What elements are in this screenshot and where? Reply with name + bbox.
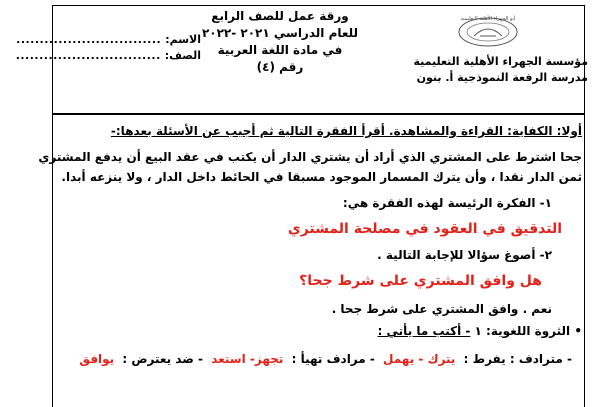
question-2: ٢- أصوغ سؤالا للإجابة التالية . xyxy=(377,248,552,262)
worksheet-title xyxy=(190,8,370,76)
school-name: مؤسسة الجهراء الأهلية التعليمية xyxy=(413,55,588,68)
given-answer: نعم . وافق المشتري على شرط جحا . xyxy=(331,302,552,316)
murada-label: - مرادف تهيأ : xyxy=(291,352,375,366)
paragraph-line-1: جحا اشترط على المشتري الذي أراد أن يشتري الدار أن يكتب في عقد البيع أن يدفع المشتري xyxy=(38,150,582,164)
vocab-row xyxy=(62,350,572,368)
worksheet-body xyxy=(38,118,582,368)
header-divider xyxy=(52,113,585,115)
synonym-answer: يترك - يهمل xyxy=(383,352,456,366)
name-label: الاسم: xyxy=(165,33,201,46)
section2-instruction: - أكتب ما يأتي : xyxy=(377,324,471,338)
question-1: ١- الفكرة الرئيسة لهذه الفقرة هي: xyxy=(342,196,552,210)
class-field[interactable]: ............................... xyxy=(15,49,161,62)
paragraph-line-2: ثمن الدار نقدا ، وأن يترك المسمار الموجود مسبقا في الحائط داخل الدار ، ولا ينزعه أبدا. xyxy=(61,170,582,184)
section2-title: الثروة اللغوية: ١ xyxy=(474,324,571,338)
logo-text: أبو الجهراء الأهلية التعليمية xyxy=(460,16,516,22)
name-field[interactable]: ............................... xyxy=(16,33,162,46)
name-row xyxy=(16,32,201,48)
worksheet-line-4: رقم (٤) xyxy=(256,60,304,74)
murada-answer: تجهز- استعد xyxy=(211,352,284,366)
opposite-answer: يوافق xyxy=(79,352,115,366)
section2-heading xyxy=(62,322,582,340)
worksheet-line-3: في مادة اللغة العربية xyxy=(217,43,343,57)
answer-2: هل وافق المشتري على شرط جحا؟ xyxy=(299,273,542,289)
opposite-label: - ضد يعترض : xyxy=(122,352,204,366)
student-info xyxy=(15,32,201,64)
class-label: الصف: xyxy=(164,49,201,62)
synonym-label: - مترادف : يفرط : xyxy=(463,352,572,366)
answer-1: التدقيق في العقود في مصلحة المشتري xyxy=(287,221,562,237)
class-row xyxy=(15,48,201,64)
worksheet-line-2: للعام الدراسي ٢٠٢١ -٢٠٢٢ xyxy=(201,26,359,40)
school-branch: مدرسة الرفعة النموذجية أ. بنون xyxy=(416,71,588,84)
section1-heading: أولا: الكفاية: القراءة والمشاهدة. أقرأ الفقرة التالية ثم أجيب عن الأسئلة بعدها:- xyxy=(110,124,582,138)
school-logo-icon xyxy=(456,14,520,48)
bullet: • xyxy=(574,324,582,338)
worksheet-line-1: ورقة عمل للصف الرابع xyxy=(211,9,349,23)
school-info xyxy=(388,54,588,86)
